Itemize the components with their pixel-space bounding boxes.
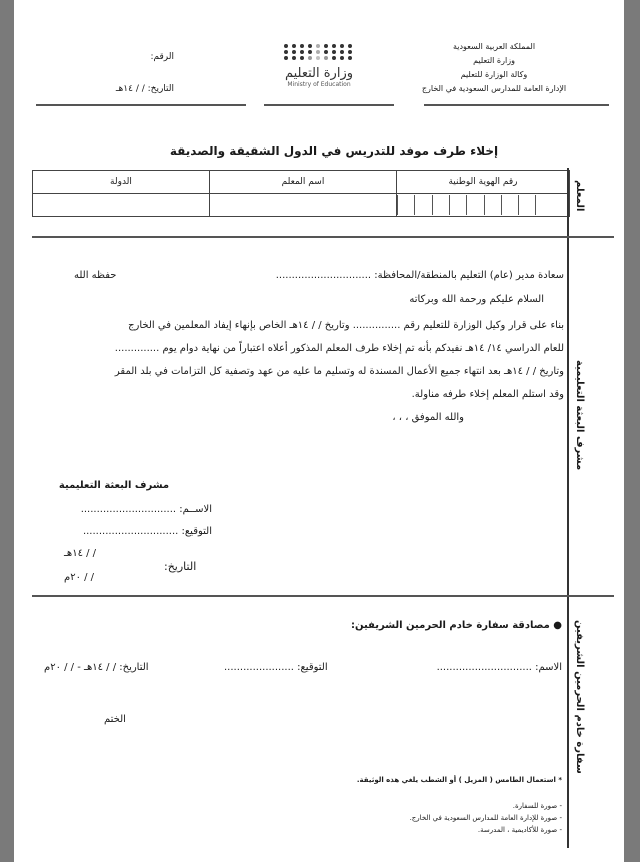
addressee-line: سعادة مدير (عام) التعليم بالمنطقة/المحافظة: .............................. (275, 270, 564, 281)
header-rule-left (36, 104, 246, 106)
footer-note: * استعمال الطامس ( المزيل ) أو الشطب يلغي هذه الوثيقة. (356, 776, 562, 784)
logo-dots-icon (254, 44, 384, 60)
supervisor-date-label: التاريخ: (164, 560, 197, 573)
header-line: وكالة الوزارة للتعليم (460, 70, 528, 79)
supervisor-hijri-date[interactable]: / / ١٤هـ (64, 548, 97, 559)
header-line: وزارة التعليم (473, 56, 515, 65)
teacher-name-field[interactable] (210, 194, 397, 217)
column-header-teacher-name: اسم المعلم (210, 171, 397, 194)
document-page (14, 0, 624, 862)
greeting: السلام عليكم ورحمة الله وبركاته (409, 294, 544, 305)
header-line: الإدارة العامة للمدارس السعودية في الخارج (421, 84, 567, 93)
reference-number-label: الرقم: (150, 52, 174, 62)
copy-line: - صورة للأكاديمية ، المدرسة. (477, 826, 562, 834)
country-field[interactable] (33, 194, 210, 217)
closing: والله الموفق ، ، ، (392, 412, 464, 423)
section-divider-vertical (567, 168, 569, 848)
national-id-field[interactable] (397, 194, 570, 217)
copy-line: - صورة للإدارة العامة للمدارس السعودية في الخارج. (409, 814, 562, 822)
embassy-heading: ● مصادقة سفارة خادم الحرمين الشريفين: (350, 620, 562, 631)
header-rule-middle (264, 104, 394, 106)
paragraph-line: للعام الدراسي ١٤/ ١٤هـ نفيدكم بأنه تم إخلاء طرف المعلم المذكور أعلاه اعتباراً من نهاية دوام يوم .............. (114, 343, 564, 354)
header-line: المملكة العربية السعودية (452, 42, 536, 51)
copy-line: - صورة للسفارة. (512, 802, 562, 810)
section-rule (32, 236, 614, 238)
supervisor-name-field[interactable]: الاســم: .............................. (80, 504, 212, 515)
supervisor-gregorian-date[interactable]: / / ٢٠م (64, 572, 95, 583)
embassy-name-field[interactable]: الاسم: .............................. (436, 662, 562, 673)
ministry-logo (254, 44, 384, 88)
paragraph-line: وقد استلم المعلم إخلاء طرفه مناولة. (411, 389, 564, 400)
page-title: إخلاء طرف موفد للتدريس في الدول الشقيقة والصديقة (169, 144, 499, 158)
supervisor-signature-field[interactable]: التوقيع: .............................. (82, 526, 212, 537)
side-label-teacher: المعلم (574, 180, 585, 212)
paragraph-line: وتاريخ / / ١٤هـ بعد انتهاء جميع الأعمال المسندة له وتسليم ما عليه من عهد وتصفية كل التزامات في بلد المقر (114, 366, 564, 377)
section-rule (32, 595, 614, 597)
header-ministry-block (394, 40, 594, 96)
logo-english-text: Ministry of Education (287, 81, 351, 88)
embassy-signature-field[interactable]: التوقيع: ...................... (224, 662, 328, 673)
side-label-supervisor: مشرف البعثة التعليمية (574, 360, 585, 471)
embassy-date-field[interactable]: التاريخ: / / ١٤هـ - / / ٢٠م (44, 662, 149, 673)
honorific: حفظه الله (74, 270, 117, 281)
column-header-country: الدولة (33, 171, 210, 194)
logo-arabic-text: وزارة التعليم (284, 66, 354, 81)
header-date-label: التاريخ: / / ١٤هـ (115, 84, 174, 94)
teacher-info-table (32, 170, 570, 217)
column-header-national-id: رقم الهوية الوطنية (397, 171, 570, 194)
header-rule-right (424, 104, 609, 106)
paragraph-line: بناء على قرار وكيل الوزارة للتعليم رقم ............... وتاريخ / / ١٤هـ الخاص بإنهاء إيفاد المعلمين في الخارج (128, 320, 564, 331)
embassy-seal-label: الختم (104, 714, 126, 725)
supervisor-title: مشرف البعثة التعليمية (58, 480, 170, 491)
side-label-embassy: سفارة خادم الحرمين الشريفين (574, 620, 585, 774)
